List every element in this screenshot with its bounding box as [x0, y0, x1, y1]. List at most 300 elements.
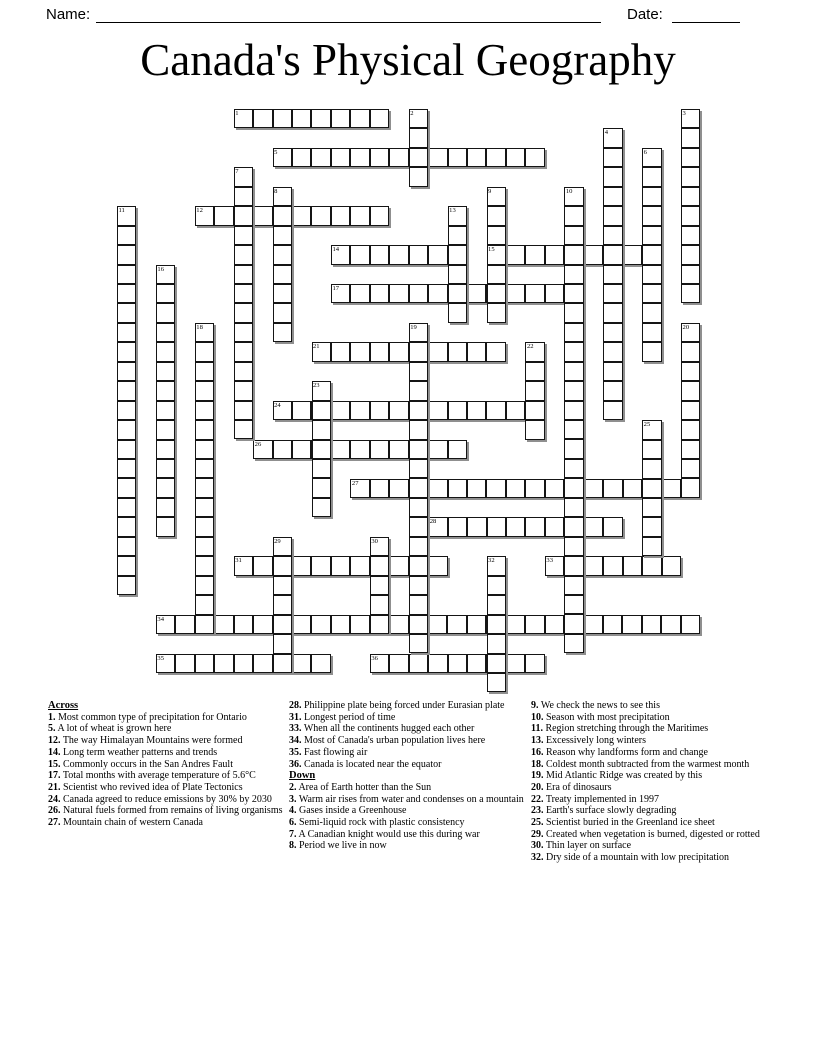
- word-10-down: [564, 187, 583, 654]
- grid-cell: [409, 556, 428, 575]
- grid-cell: [156, 342, 175, 361]
- clue-across-28: 28. Philippine plate being forced under Eurasian plate: [289, 700, 505, 711]
- grid-cell: [234, 323, 253, 342]
- grid-cell: [195, 401, 214, 420]
- grid-cell: [642, 303, 661, 322]
- grid-cell: [409, 362, 428, 381]
- grid-cell: [389, 342, 408, 361]
- cell-number-3: 3: [682, 110, 686, 117]
- grid-cell: [603, 556, 622, 575]
- cell-number-14: 14: [332, 246, 340, 254]
- word-4-down: [603, 128, 622, 420]
- grid-cell: [409, 537, 428, 556]
- grid-cell: [448, 206, 467, 225]
- grid-cell: [273, 187, 292, 206]
- grid-cell: [350, 245, 369, 264]
- word-14-across: [331, 245, 467, 264]
- grid-cell: [428, 479, 447, 498]
- grid-cell: [389, 556, 408, 575]
- grid-cell: [331, 148, 350, 167]
- grid-cell: [370, 245, 389, 264]
- grid-cell: [370, 479, 389, 498]
- across-header: Across: [48, 700, 79, 711]
- grid-cell: [467, 479, 486, 498]
- grid-cell: [642, 517, 661, 536]
- grid-cell: [370, 615, 389, 634]
- grid-cell: [312, 478, 331, 497]
- grid-cell: [681, 420, 700, 439]
- grid-cell: [195, 576, 214, 595]
- word-7-down: [234, 167, 253, 439]
- grid-cell: [409, 167, 428, 186]
- grid-cell: [681, 362, 700, 381]
- clue-across-21: 21. Scientist who revived idea of Plate Tectonics: [48, 781, 243, 793]
- clue-down-30: 30. Thin layer on surface: [531, 840, 632, 852]
- grid-cell: [389, 440, 408, 459]
- word-11-down: [117, 206, 136, 595]
- grid-cell: [370, 595, 389, 614]
- grid-cell: [681, 284, 700, 303]
- grid-cell: [564, 517, 583, 536]
- grid-cell: [156, 615, 175, 634]
- grid-cell: [564, 265, 583, 284]
- grid-cell: [389, 284, 408, 303]
- grid-cell: [448, 401, 467, 420]
- clue-down-10: 10. Season with most precipitation: [531, 711, 670, 723]
- grid-cell: [117, 498, 136, 517]
- grid-cell: [564, 206, 583, 225]
- clue-across-33: 33. When all the continents hugged each other: [289, 723, 475, 735]
- grid-cell: [681, 265, 700, 284]
- grid-cell: [117, 440, 136, 459]
- grid-cell: [409, 245, 428, 264]
- grid-cell: [292, 401, 311, 420]
- grid-cell: [525, 284, 544, 303]
- grid-cell: [195, 615, 214, 634]
- grid-cell: [273, 148, 292, 167]
- down-header: Down: [289, 770, 316, 782]
- clue-down-2: 2. Area of Earth hotter than the Sun: [289, 781, 432, 793]
- grid-cell: [622, 615, 641, 634]
- grid-cell: [273, 654, 292, 673]
- grid-cell: [661, 615, 680, 634]
- grid-cell: [117, 537, 136, 556]
- grid-cell: [603, 148, 622, 167]
- grid-cell: [603, 479, 622, 498]
- grid-cell: [234, 167, 253, 186]
- grid-cell: [253, 440, 272, 459]
- grid-cell: [292, 654, 311, 673]
- grid-cell: [603, 401, 622, 420]
- grid-cell: [681, 440, 700, 459]
- grid-cell: [642, 206, 661, 225]
- grid-cell: [448, 226, 467, 245]
- grid-cell: [642, 167, 661, 186]
- clue-across-12: 12. The way Himalayan Mountains were formed: [48, 735, 243, 747]
- grid-cell: [564, 362, 583, 381]
- grid-cell: [564, 634, 583, 653]
- clue-down-25: 25. Scientist buried in the Greenland ice sheet: [531, 817, 715, 829]
- grid-cell: [195, 654, 214, 673]
- grid-cell: [156, 498, 175, 517]
- clue-down-7: 7. A Canadian knight would use this during war: [289, 828, 480, 840]
- grid-cell: [428, 245, 447, 264]
- cell-number-30: 30: [371, 537, 378, 545]
- grid-cell: [681, 401, 700, 420]
- clue-across-26: 26. Natural fuels formed from remains of living organisms: [48, 805, 283, 817]
- grid-cell: [234, 187, 253, 206]
- grid-cell: [564, 478, 583, 497]
- cell-number-23: 23: [313, 382, 320, 390]
- grid-cell: [234, 342, 253, 361]
- grid-cell: [603, 206, 622, 225]
- grid-cell: [389, 401, 408, 420]
- grid-cell: [331, 401, 350, 420]
- grid-cell: [156, 303, 175, 322]
- cell-number-18: 18: [196, 323, 203, 331]
- clue-down-13: 13. Excessively long winters: [531, 735, 646, 747]
- word-2-down: [409, 109, 428, 187]
- clues-column-3: [531, 700, 773, 864]
- grid-cell: [545, 245, 564, 264]
- grid-cell: [311, 109, 330, 128]
- clue-across-27: 27. Mountain chain of western Canada: [48, 817, 203, 829]
- grid-cell: [273, 245, 292, 264]
- word-20-down: [681, 323, 700, 498]
- grid-cell: [370, 537, 389, 556]
- grid-cell: [253, 615, 272, 634]
- grid-cell: [273, 265, 292, 284]
- grid-cell: [312, 420, 331, 439]
- grid-cell: [584, 479, 603, 498]
- grid-cell: [428, 654, 447, 673]
- grid-cell: [564, 459, 583, 478]
- grid-cell: [195, 206, 214, 225]
- grid-cell: [117, 556, 136, 575]
- grid-cell: [409, 109, 428, 128]
- grid-cell: [175, 654, 194, 673]
- cell-number-35: 35: [157, 654, 164, 662]
- grid-cell: [175, 615, 194, 634]
- grid-cell: [156, 265, 175, 284]
- grid-cell: [292, 109, 311, 128]
- grid-cell: [564, 284, 583, 303]
- grid-cell: [623, 245, 642, 264]
- grid-cell: [525, 245, 544, 264]
- grid-cell: [409, 654, 428, 673]
- grid-cell: [331, 206, 350, 225]
- grid-cell: [681, 245, 700, 264]
- clue-down-8: 8. Period we live in now: [289, 840, 387, 852]
- grid-cell: [350, 284, 369, 303]
- grid-cell: [234, 401, 253, 420]
- grid-cell: [311, 206, 330, 225]
- grid-cell: [311, 615, 330, 634]
- grid-cell: [681, 167, 700, 186]
- grid-cell: [681, 148, 700, 167]
- grid-cell: [195, 556, 214, 575]
- grid-cell: [487, 187, 506, 206]
- grid-cell: [214, 654, 233, 673]
- cell-number-28: 28: [429, 518, 437, 526]
- grid-cell: [312, 459, 331, 478]
- grid-cell: [273, 634, 292, 653]
- grid-cell: [506, 245, 525, 264]
- grid-cell: [642, 459, 661, 478]
- grid-cell: [525, 362, 544, 381]
- grid-cell: [564, 439, 583, 458]
- grid-cell: [311, 556, 330, 575]
- grid-cell: [525, 420, 544, 439]
- clue-across-1: 1. Most common type of precipitation for Ontario: [48, 711, 247, 723]
- grid-cell: [448, 303, 467, 322]
- grid-cell: [253, 556, 272, 575]
- grid-cell: [564, 576, 583, 595]
- grid-cell: [564, 498, 583, 517]
- grid-cell: [487, 206, 506, 225]
- word-36-across: [370, 654, 545, 673]
- grid-cell: [312, 401, 331, 420]
- grid-cell: [331, 615, 350, 634]
- grid-cell: [448, 479, 467, 498]
- grid-cell: [487, 245, 506, 264]
- grid-cell: [253, 206, 272, 225]
- cell-number-2: 2: [410, 110, 414, 117]
- grid-cell: [486, 479, 505, 498]
- grid-cell: [564, 595, 583, 614]
- grid-cell: [428, 556, 447, 575]
- cell-number-33: 33: [546, 557, 553, 565]
- grid-cell: [506, 401, 525, 420]
- grid-cell: [448, 342, 467, 361]
- grid-cell: [545, 479, 564, 498]
- grid-cell: [350, 342, 369, 361]
- grid-cell: [486, 342, 505, 361]
- grid-cell: [681, 187, 700, 206]
- grid-cell: [564, 401, 583, 420]
- grid-cell: [448, 245, 467, 264]
- grid-cell: [117, 478, 136, 497]
- grid-cell: [487, 654, 506, 673]
- clue-across-31: 31. Longest period of time: [289, 711, 396, 723]
- grid-cell: [273, 284, 292, 303]
- cell-number-24: 24: [274, 401, 281, 409]
- grid-cell: [467, 654, 486, 673]
- clue-down-23: 23. Earth's surface slowly degrading: [531, 805, 677, 817]
- grid-cell: [370, 284, 389, 303]
- clue-across-35: 35. Fast flowing air: [289, 746, 368, 758]
- grid-cell: [350, 148, 369, 167]
- cell-number-34: 34: [157, 615, 164, 623]
- grid-cell: [234, 226, 253, 245]
- grid-cell: [389, 479, 408, 498]
- grid-cell: [487, 595, 506, 614]
- cell-number-29: 29: [274, 537, 281, 545]
- word-28-across: [428, 517, 622, 536]
- grid-cell: [156, 459, 175, 478]
- grid-cell: [350, 556, 369, 575]
- cell-number-15: 15: [488, 246, 495, 254]
- word-3-down: [681, 109, 700, 303]
- grid-cell: [409, 459, 428, 478]
- grid-cell: [117, 206, 136, 225]
- grid-cell: [409, 576, 428, 595]
- grid-cell: [409, 498, 428, 517]
- clue-down-4: 4. Gases inside a Greenhouse: [289, 805, 407, 817]
- grid-cell: [564, 187, 583, 206]
- grid-cell: [273, 440, 292, 459]
- cell-number-13: 13: [449, 207, 456, 215]
- grid-cell: [234, 615, 253, 634]
- grid-cell: [487, 673, 506, 692]
- grid-cell: [273, 556, 292, 575]
- grid-cell: [545, 615, 564, 634]
- grid-cell: [681, 381, 700, 400]
- grid-cell: [487, 517, 506, 536]
- grid-cell: [156, 654, 175, 673]
- grid-cell: [117, 381, 136, 400]
- grid-cell: [487, 265, 506, 284]
- cell-number-11: 11: [118, 207, 125, 215]
- grid-cell: [156, 517, 175, 536]
- word-8-down: [273, 187, 292, 343]
- grid-cell: [409, 634, 428, 653]
- grid-cell: [156, 381, 175, 400]
- cell-number-4: 4: [604, 129, 609, 137]
- grid-cell: [292, 556, 311, 575]
- grid-cell: [350, 615, 369, 634]
- grid-cell: [253, 109, 272, 128]
- grid-cell: [467, 615, 486, 634]
- grid-cell: [545, 284, 564, 303]
- grid-cell: [584, 517, 603, 536]
- grid-cell: [409, 381, 428, 400]
- grid-cell: [603, 245, 622, 264]
- grid-cell: [370, 556, 389, 575]
- grid-cell: [409, 148, 428, 167]
- grid-cell: [642, 420, 661, 439]
- grid-cell: [428, 342, 447, 361]
- grid-cell: [603, 284, 622, 303]
- grid-cell: [564, 342, 583, 361]
- grid-cell: [603, 381, 622, 400]
- grid-cell: [409, 284, 428, 303]
- grid-cell: [642, 265, 661, 284]
- grid-cell: [603, 323, 622, 342]
- grid-cell: [525, 148, 544, 167]
- cell-number-27: 27: [351, 479, 359, 487]
- grid-cell: [273, 303, 292, 322]
- grid-cell: [214, 615, 233, 634]
- grid-cell: [234, 284, 253, 303]
- grid-cell: [564, 537, 583, 556]
- grid-cell: [525, 401, 544, 420]
- word-13-down: [448, 206, 467, 323]
- grid-cell: [234, 109, 253, 128]
- grid-cell: [467, 148, 486, 167]
- clue-down-16: 16. Reason why landforms form and change: [531, 746, 708, 758]
- grid-cell: [642, 245, 661, 264]
- grid-cell: [389, 148, 408, 167]
- grid-cell: [486, 148, 505, 167]
- grid-cell: [370, 206, 389, 225]
- clue-down-18: 18. Coldest month subtracted from the warmest month: [531, 758, 750, 770]
- grid-cell: [409, 440, 428, 459]
- grid-cell: [273, 226, 292, 245]
- grid-cell: [467, 342, 486, 361]
- grid-cell: [564, 420, 583, 439]
- grid-cell: [487, 634, 506, 653]
- grid-cell: [195, 459, 214, 478]
- grid-cell: [642, 342, 661, 361]
- grid-cell: [525, 517, 544, 536]
- grid-cell: [681, 128, 700, 147]
- cell-number-22: 22: [526, 343, 534, 351]
- grid-cell: [506, 517, 525, 536]
- grid-cell: [428, 440, 447, 459]
- grid-cell: [584, 615, 603, 634]
- grid-cell: [662, 556, 681, 575]
- clue-down-32: 32. Dry side of a mountain with low precipitation: [531, 852, 730, 864]
- grid-cell: [156, 401, 175, 420]
- grid-cell: [448, 265, 467, 284]
- clue-down-29: 29. Created when vegetation is burned, digested or rotted: [531, 828, 760, 840]
- grid-cell: [117, 323, 136, 342]
- grid-cell: [603, 128, 622, 147]
- grid-cell: [117, 401, 136, 420]
- cell-number-8: 8: [274, 187, 278, 195]
- grid-cell: [117, 342, 136, 361]
- grid-cell: [409, 420, 428, 439]
- grid-cell: [117, 517, 136, 536]
- clue-down-19: 19. Mid Atlantic Ridge was created by this: [531, 770, 703, 782]
- grid-cell: [486, 401, 505, 420]
- grid-cell: [642, 615, 661, 634]
- grid-cell: [487, 303, 506, 322]
- grid-cell: [603, 517, 622, 536]
- word-16-down: [156, 265, 175, 537]
- cell-number-31: 31: [235, 557, 242, 565]
- grid-cell: [681, 226, 700, 245]
- grid-cell: [195, 537, 214, 556]
- grid-cell: [525, 615, 544, 634]
- grid-cell: [331, 245, 350, 264]
- grid-cell: [525, 479, 544, 498]
- grid-cell: [117, 576, 136, 595]
- grid-cell: [584, 245, 603, 264]
- grid-cell: [409, 517, 428, 536]
- grid-cell: [564, 381, 583, 400]
- grid-cell: [195, 595, 214, 614]
- grid-cell: [195, 381, 214, 400]
- grid-cell: [370, 109, 389, 128]
- word-30-down: [370, 537, 389, 634]
- grid-cell: [428, 615, 447, 634]
- clue-across-34: 34. Most of Canada's urban population lives here: [289, 735, 486, 747]
- clue-down-3: 3. Warm air rises from water and condenses on a mountain: [289, 793, 524, 805]
- cell-number-9: 9: [488, 187, 492, 195]
- clue-down-11: 11. Region stretching through the Maritimes: [531, 723, 709, 735]
- grid-cell: [370, 654, 389, 673]
- grid-cell: [234, 206, 253, 225]
- grid-cell: [350, 440, 369, 459]
- grid-cell: [467, 284, 486, 303]
- grid-cell: [273, 401, 292, 420]
- cell-number-1: 1: [235, 110, 239, 117]
- grid-cell: [370, 148, 389, 167]
- grid-cell: [603, 167, 622, 186]
- clue-down-22: 22. Treaty implemented in 1997: [531, 793, 660, 805]
